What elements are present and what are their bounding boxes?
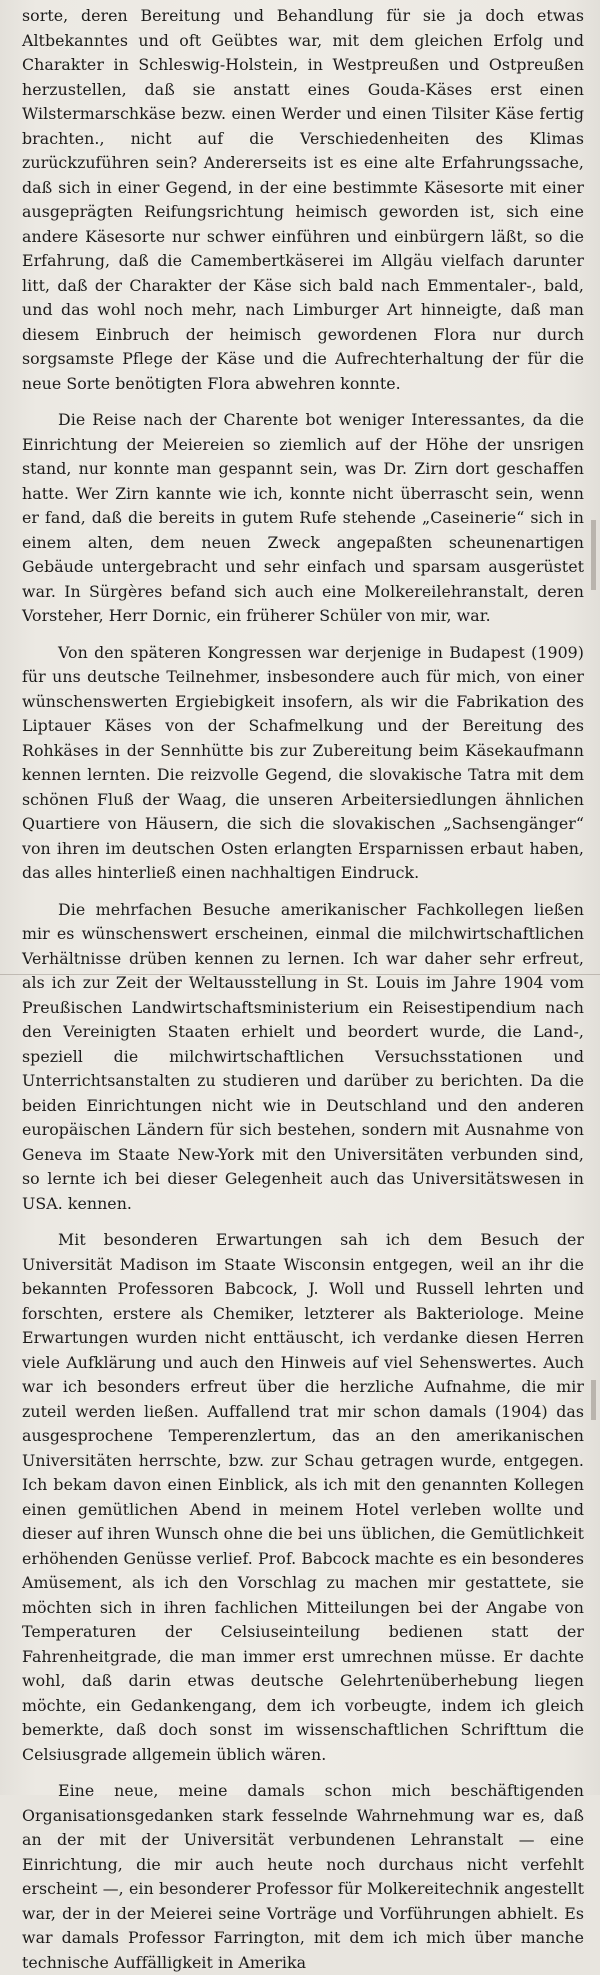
paragraph-spacer	[22, 396, 584, 408]
scan-edge-mark	[591, 520, 596, 590]
scan-edge-mark	[591, 1380, 596, 1420]
paragraph-1: sorte, deren Bereitung und Behandlung für sie ja doch etwas Altbekanntes und oft Geübtes war, mit dem gleichen Erfolg und Charakter in Schleswig-Holstein, in Westpreußen und Ostpreußen herzustellen, daß sie anstatt eines Gouda-Käses erst einen Wilstermarschkäse bezw. einen Werder und einen Tilsiter Käse fertig brachten., nicht auf die Verschiedenheiten des Klimas zurückzuführen sein? Andererseits ist es eine alte Erfahrungssache, daß sich in einer Gegend, in der eine bestimmte Käsesorte mit einer ausgeprägten Reifungsrichtung heimisch geworden ist, sich eine andere Käsesorte nur schwer einführen und einbürgern läßt, so die Erfahrung, daß die Camembertkäserei im Allgäu vielfach darunter litt, daß der Charakter der Käse sich bald nach Emmentaler-, bald, und das wohl noch mehr, nach Limburger Art hinneigte, daß man diesem Einbruch der heimisch gewordenen Flora nur durch sorgsamste Pflege der Käse und die Aufrechterhaltung der für die neue Sorte benötigten Flora abwehren konnte.	[22, 6, 584, 393]
paragraph-spacer	[22, 629, 584, 641]
paragraph-5: Mit besonderen Erwartungen sah ich dem Besuch der Universität Madison im Staate Wisconsin entgegen, weil an ihr die bekannten Professoren Babcock, J. Woll und Russell lehrten und forschten, erstere als Chemiker, letzterer als Bakteriologe. Meine Erwartungen wurden nicht enttäuscht, ich verdanke diesen Herren viele Aufklärung und auch den Hinweis auf viel Sehenswertes. Auch war ich besonders erfreut über die herzliche Aufnahme, die mir zuteil werden ließen. Auffallend trat mir schon damals (1904) das ausgesprochene Temperenzlertum, das an den amerikanischen Universitäten herrschte, bzw. zur Schau getragen wurde, entgegen. Ich bekam davon einen Einblick, als ich mit den genannten Kollegen einen gemütlichen Abend in meinem Hotel verleben wollte und dieser auf ihren Wunsch ohne die bei uns üblichen, die Gemütlichkeit erhöhenden Genüsse verlief. Prof. Babcock machte es ein besonderes Amüsement, als ich den Vorschlag zu machen mir gestattete, sie möchten sich in ihren fachlichen Mitteilungen bei der Angabe von Temperaturen der Celsiuseinteilung bedienen statt der Fahrenheitgrade, die man immer erst umrechnen müsse. Er dachte wohl, daß darin etwas deutsche Gelehrtenüberhebung liegen möchte, ein Gedankengang, dem ich vorbeugte, indem ich gleich bemerkte, daß doch sonst im wissenschaftlichen Schrifttum die Celsiusgrade allgemein üblich wären.	[22, 1230, 585, 1764]
paragraph-spacer	[22, 1216, 584, 1228]
paragraph-6: Eine neue, meine damals schon mich beschäftigenden Organisationsgedanken stark fesselnde Wahrnehmung war es, daß an der mit der Universität verbundenen Lehranstalt — eine Einrichtung, die mir auch heute noch durchaus nicht verfehlt erscheint —, ein besonderer Professor für Molkereitechnik angestellt war, der in der Meierei seine Vorträge und Vorführungen abhielt. Es war damals Professor Farrington, mit dem ich mich über manche technische Auffälligkeit in Amerika	[22, 1781, 584, 1972]
paragraph-4: Die mehrfachen Besuche amerikanischer Fachkollegen ließen mir es wünschenswert erscheinen, einmal die milchwirtschaftlichen Verhältnisse drüben kennen zu lernen. Ich war daher sehr erfreut, als ich zur Zeit der Weltausstellung in St. Louis im Jahre 1904 vom Preußischen Landwirtschaftsministerium ein Reisestipendium nach den Vereinigten Staaten erhielt und beordert wurde, die Land-, speziell die milchwirtschaftlichen Versuchsstationen und Unterrichtsanstalten zu studieren und darüber zu berichten. Da die beiden Einrichtungen nicht wie in Deutschland und den anderen europäischen Ländern für sich bestehen, sondern mit Ausnahme von Geneva im Staate New-York mit den Universitäten verbunden sind, so lernte ich bei dieser Gelegenheit auch das Universitätswesen in USA. kennen.	[22, 899, 584, 1213]
paragraph-spacer	[22, 1767, 584, 1779]
paragraph-2: Die Reise nach der Charente bot weniger Interessantes, da die Einrichtung der Meiereien so ziemlich auf der Höhe der unsrigen stand, nur konnte man gespannt sein, was Dr. Zirn dort geschaffen hatte. Wer Zirn kannte wie ich, konnte nicht überrascht sein, wenn er fand, daß die bereits in gutem Rufe stehende „Caseinerie“ sich in einem alten, dem neuen Zweck angepaßten scheunenartigen Gebäude untergebracht und sehr einfach und sparsam ausgerüstet war. In Sürgères befand sich auch eine Molkereilehranstalt, deren Vorsteher, Herr Dornic, ein früherer Schüler von mir, war.	[22, 410, 584, 625]
paragraph-spacer	[22, 886, 584, 898]
paragraph-3: Von den späteren Kongressen war derjenige in Budapest (1909) für uns deutsche Teilnehmer, insbesondere auch für mich, von einer wünschenswerten Ergiebigkeit insofern, als wir die Fabrikation des Liptauer Käses von der Schafmelkung und der Bereitung des Rohkäses in der Sennhütte bis zur Zubereitung beim Käsekaufmann kennen lernten. Die reizvolle Gegend, die slovakische Tatra mit dem schönen Fluß der Waag, die unseren Arbeitersiedlungen ähnlichen Quartiere von Häusern, die sich die slovakischen „Sachsengänger“ von ihren im deutschen Osten erlangten Ersparnissen erbaut haben, das alles hinterließ einen nachhaltigen Eindruck.	[22, 642, 584, 882]
scan-fold-line	[0, 974, 600, 975]
